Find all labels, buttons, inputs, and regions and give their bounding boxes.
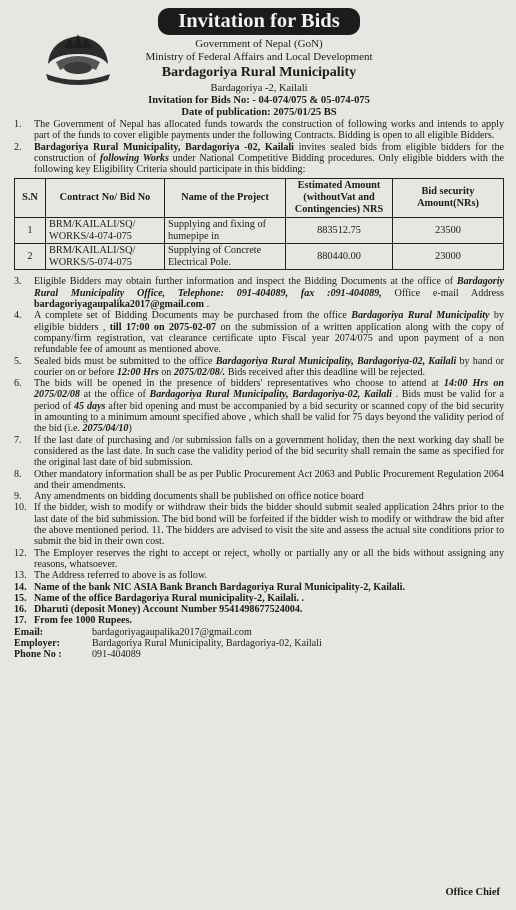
email-label: Email: xyxy=(14,626,44,638)
column-header-project: Name of the Project xyxy=(165,179,286,218)
paragraph-text: Dharuti (deposit Money) Account Number 9541498677524004. xyxy=(34,604,303,616)
paragraph-text xyxy=(34,378,504,434)
cell-contract: BRM/KAILALI/SQ/ WORKS/4-074-075 xyxy=(46,218,165,244)
text-run: . Bids must be valid for a period of xyxy=(34,389,505,412)
phone-label: Phone No : xyxy=(14,649,62,661)
paragraph-text: If the last date of purchasing and /or submission falls on a government holiday, then the next working day shall be considered as the last date. In such case the validity period of the bid security shall remain the same as specified for the original last date of bid submission. xyxy=(34,434,504,469)
cell-project: Supplying and fixing of humepipe in xyxy=(165,218,286,244)
emphasis: 14:00 Hrs on 2075/02/08 xyxy=(34,378,504,401)
contact-phone-row xyxy=(14,649,504,660)
nepal-emblem-logo xyxy=(40,24,116,88)
paragraph-text: Name of the bank NIC ASIA Bank Branch Bardagoriya Rural Municipality-2, Kailali. xyxy=(34,581,405,593)
column-header-contract: Contract No/ Bid No xyxy=(46,179,165,218)
bid-number: Invitation for Bids No: - 04-074/075 & 05-074-075 xyxy=(148,95,370,106)
table-header-row xyxy=(15,179,504,218)
phone-value: 091-404089 xyxy=(92,649,141,661)
cell-project: Supplying of Concrete Electrical Pole. xyxy=(165,244,286,270)
paragraph-text: From fee 1000 Rupees. xyxy=(34,615,132,627)
column-header-amount: Estimated Amount (withoutVat and Contingencies) NRS xyxy=(286,179,393,218)
emphasis: Bardagoriya Rural Municipality xyxy=(351,310,490,322)
paragraph-12 xyxy=(14,548,504,571)
text-run: at the office of xyxy=(79,389,150,401)
paragraph-text: Other mandatory information shall be as per Public Procurement Act 2063 and Public Procurement Regulation 2064 and their amendments. xyxy=(34,468,504,491)
paragraph-number: 1. xyxy=(14,119,22,130)
text-run: invites sealed bids from eligible bidders for the construction of xyxy=(34,141,504,164)
cell-contract: BRM/KAILALI/SQ/ WORKS/5-074-075 xyxy=(46,244,165,270)
paragraph-number: 5. xyxy=(14,355,22,367)
paragraph-number: 15. xyxy=(14,592,27,604)
cell-security: 23500 xyxy=(393,218,504,244)
text-run: . xyxy=(204,299,210,311)
municipality-address: Bardagoriya -2, Kailali xyxy=(210,83,308,94)
paragraph-text xyxy=(34,310,504,355)
text-run: by eligible bidders , xyxy=(34,310,504,333)
paragraph-number: 3. xyxy=(14,276,22,288)
employer-value: Bardagoriya Rural Municipality, Bardagoriya-02, Kailali xyxy=(92,637,322,649)
paragraph-number: 14. xyxy=(14,581,27,593)
cell-amount: 883512.75 xyxy=(286,218,393,244)
text-run: Bids received after this deadline will be rejected. xyxy=(225,366,426,378)
text-run: Office e-mail Address xyxy=(381,287,504,299)
emphasis: 2075/02/08/. xyxy=(173,366,226,378)
paragraph-16 xyxy=(14,604,504,615)
text-run: A complete set of Bidding Documents may be purchased from the office xyxy=(34,310,352,322)
text-run: on xyxy=(158,366,174,378)
emphasis: 2075/04/10 xyxy=(82,423,129,435)
paragraph-text: Any amendments on bidding documents shall be published on office notice board xyxy=(34,491,364,503)
cell-sn: 1 xyxy=(15,218,46,244)
paragraph-number: 12. xyxy=(14,547,27,559)
paragraph-text: The Address referred to above is as follow. xyxy=(34,570,208,582)
emphasis: following Works xyxy=(99,152,169,164)
paragraph-5 xyxy=(14,356,504,379)
paragraph-text: If the bidder, wish to modify or withdraw their bids the bidder should submit sealed application 24hrs prior to the last date of the bid submission. The bid bond will be forfeited if the bidder wish to modify or withdraw the bid after the above mentioned period. 11. The bidders are advised to visit the site and assess the actual site conditions prior to submit the bid in their own cost. xyxy=(34,502,504,548)
paragraph-3 xyxy=(14,276,504,310)
paragraph-7 xyxy=(14,435,504,469)
paragraph-text: The Employer reserves the right to accept or reject, wholly or partially any or all the bids without assigning any reasons, whatsoever. xyxy=(34,547,504,570)
paragraph-text xyxy=(34,142,504,176)
paragraph-number: 10. xyxy=(14,502,27,514)
government-name: Government of Nepal (GoN) xyxy=(195,38,323,50)
text-run: The bids will be opened in the presence of bidders' representatives who choose to attend at xyxy=(34,378,444,390)
paragraph-number: 7. xyxy=(14,434,22,446)
table-row xyxy=(15,218,504,244)
ministry-name: Ministry of Federal Affairs and Local Development xyxy=(145,50,373,63)
text-run: ) xyxy=(128,423,132,435)
paragraph-text: Name of the office Bardagoriya Rural municipality-2, Kailali. . xyxy=(34,592,304,604)
contact-email-link[interactable]: bardagoriyagaupalika2017@gmail.com xyxy=(92,626,252,638)
bids-table xyxy=(14,178,504,270)
emphasis: Bardagoriya Rural Municipality, Bardagoriya-02, Kailali xyxy=(215,355,457,367)
emphasis: Bardagoriya Rural Municipality, Bardagoriya-02, Kailali xyxy=(149,389,392,401)
text-run: Sealed bids must be submitted to the office xyxy=(34,355,216,367)
paragraph-number: 13. xyxy=(14,570,27,582)
paragraph-number: 6. xyxy=(14,378,22,390)
paragraph-number: 16. xyxy=(14,604,27,616)
cell-security: 23000 xyxy=(393,244,504,270)
paragraph-14 xyxy=(14,582,504,593)
contact-employer-row xyxy=(14,638,504,649)
column-header-security: Bid security Amount(NRs) xyxy=(393,179,504,218)
paragraph-1 xyxy=(14,119,504,142)
text-run: after bid opening and must be accompanied by a bid security or scanned copy of the bid security in amounting to a minimum amount specified above , which shall be valid for 75 days beyond the validity period of the bid (i.e. xyxy=(34,400,504,435)
emphasis: till 17:00 on 2075-02-07 xyxy=(109,321,217,333)
cell-amount: 880440.00 xyxy=(286,244,393,270)
table-row xyxy=(15,244,504,270)
paragraph-number: 2. xyxy=(14,141,22,153)
paragraph-6 xyxy=(14,378,504,434)
paragraph-13 xyxy=(14,570,504,581)
municipality-name: Bardagoriya Rural Municipality xyxy=(161,65,357,80)
emphasis: Bardagoriy Rural Municipality Office, Telephone: 091-404089, fax :091-404089, xyxy=(34,276,504,299)
text-run: under National Competitive Bidding procedures. Only eligible bidders with the following key Eligibility Criteria should participate in this bidding: xyxy=(34,152,505,176)
signature-office-chief: Office Chief xyxy=(445,886,500,898)
paragraph-text: The Government of Nepal has allocated funds towards the construction of following works and intends to apply part of the funds to cover eligible payments under the following Contracts. Bidding is open to all eligible Bidders. xyxy=(34,119,504,142)
invitation-banner: Invitation for Bids xyxy=(158,8,360,35)
paragraph-17 xyxy=(14,615,504,626)
paragraph-2 xyxy=(14,142,504,176)
contact-email-row xyxy=(14,627,504,638)
employer-label: Employer: xyxy=(14,637,60,649)
paragraph-number: 9. xyxy=(14,491,22,503)
paragraph-9 xyxy=(14,491,504,502)
column-header-sn: S.N xyxy=(15,179,46,218)
emphasis: 45 days xyxy=(73,400,106,412)
cell-sn: 2 xyxy=(15,244,46,270)
paragraph-10 xyxy=(14,502,504,547)
paragraph-number: 4. xyxy=(14,310,22,322)
paragraph-text xyxy=(34,356,504,379)
office-email-link[interactable]: bardagoriyagaupalika2017@gmail.com xyxy=(34,299,205,311)
text-run: Eligible Bidders may obtain further information and inspect the Bidding Documents at the office of xyxy=(34,276,457,288)
publication-date: Date of publication: 2075/01/25 BS xyxy=(181,107,337,118)
paragraph-text xyxy=(34,276,504,310)
paragraph-4 xyxy=(14,310,504,355)
text-run: on the submission of a written application along with the copy of company/firm registration, vat clearance certificate upto Fiscal year 2074/075 and upon payment of a non refundable fee of amount as mentioned above. xyxy=(34,321,504,356)
paragraph-number: 8. xyxy=(14,468,22,480)
paragraph-number: 17. xyxy=(14,615,27,627)
emphasis: 12:00 Hrs xyxy=(116,366,159,378)
text-run: by hand or courier on or before xyxy=(34,355,504,378)
emphasis: Bardagoriya Rural Municipality, Bardagoriya -02, Kailali xyxy=(34,141,294,153)
paragraph-8 xyxy=(14,469,504,492)
paragraph-15 xyxy=(14,593,504,604)
